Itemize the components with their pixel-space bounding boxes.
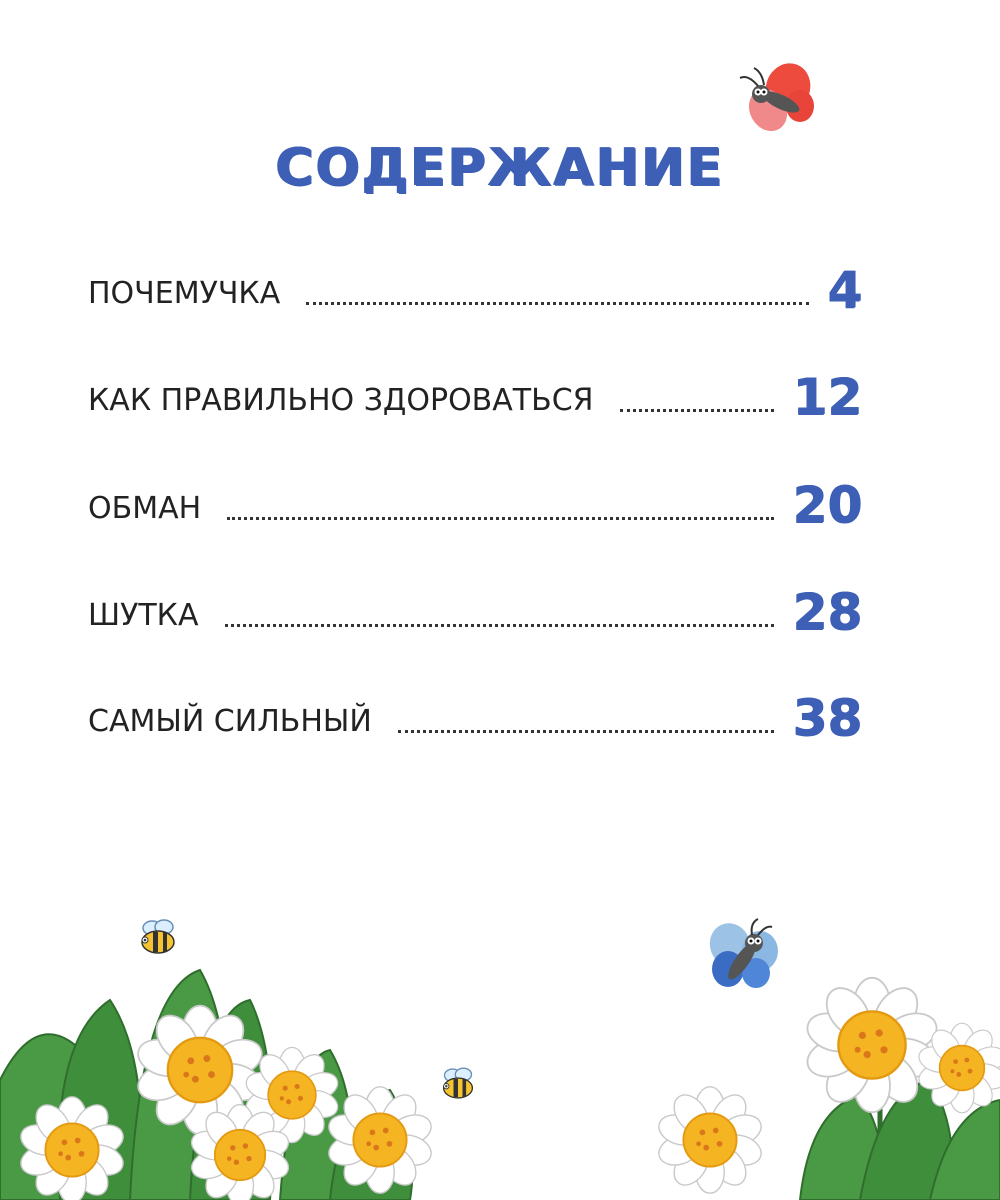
toc-entry-page-number: 4: [827, 261, 862, 319]
toc-entry-title: ОБМАН: [88, 491, 202, 526]
page-title: СОДЕРЖАНИЕ: [275, 138, 725, 198]
dot-leader: [225, 624, 775, 627]
blue-butterfly-illustration: [704, 917, 778, 988]
toc-entry-title: САМЫЙ СИЛЬНЫЙ: [88, 704, 372, 739]
toc-entry[interactable]: [88, 473, 862, 533]
bee-illustration: [444, 1068, 473, 1098]
red-butterfly-illustration: [740, 57, 817, 138]
toc-entry[interactable]: [88, 365, 862, 425]
dot-leader: [227, 517, 774, 520]
dot-leader: [620, 409, 775, 412]
toc-entry-title: ШУТКА: [88, 598, 199, 633]
toc-entry-page-number: 28: [792, 583, 862, 641]
toc-entry-page-number: 12: [792, 368, 862, 426]
toc-entry[interactable]: [88, 686, 862, 746]
toc-entry-title: ПОЧЕМУЧКА: [88, 276, 281, 311]
bee-illustration: [142, 920, 174, 953]
toc-entry[interactable]: [88, 258, 862, 318]
dot-leader: [306, 302, 809, 305]
toc-entry-page-number: 38: [792, 689, 862, 747]
toc-entry-title: КАК ПРАВИЛЬНО ЗДОРОВАТЬСЯ: [88, 383, 594, 418]
toc-entry[interactable]: [88, 580, 862, 640]
dot-leader: [398, 730, 775, 733]
toc-entry-page-number: 20: [792, 476, 862, 534]
